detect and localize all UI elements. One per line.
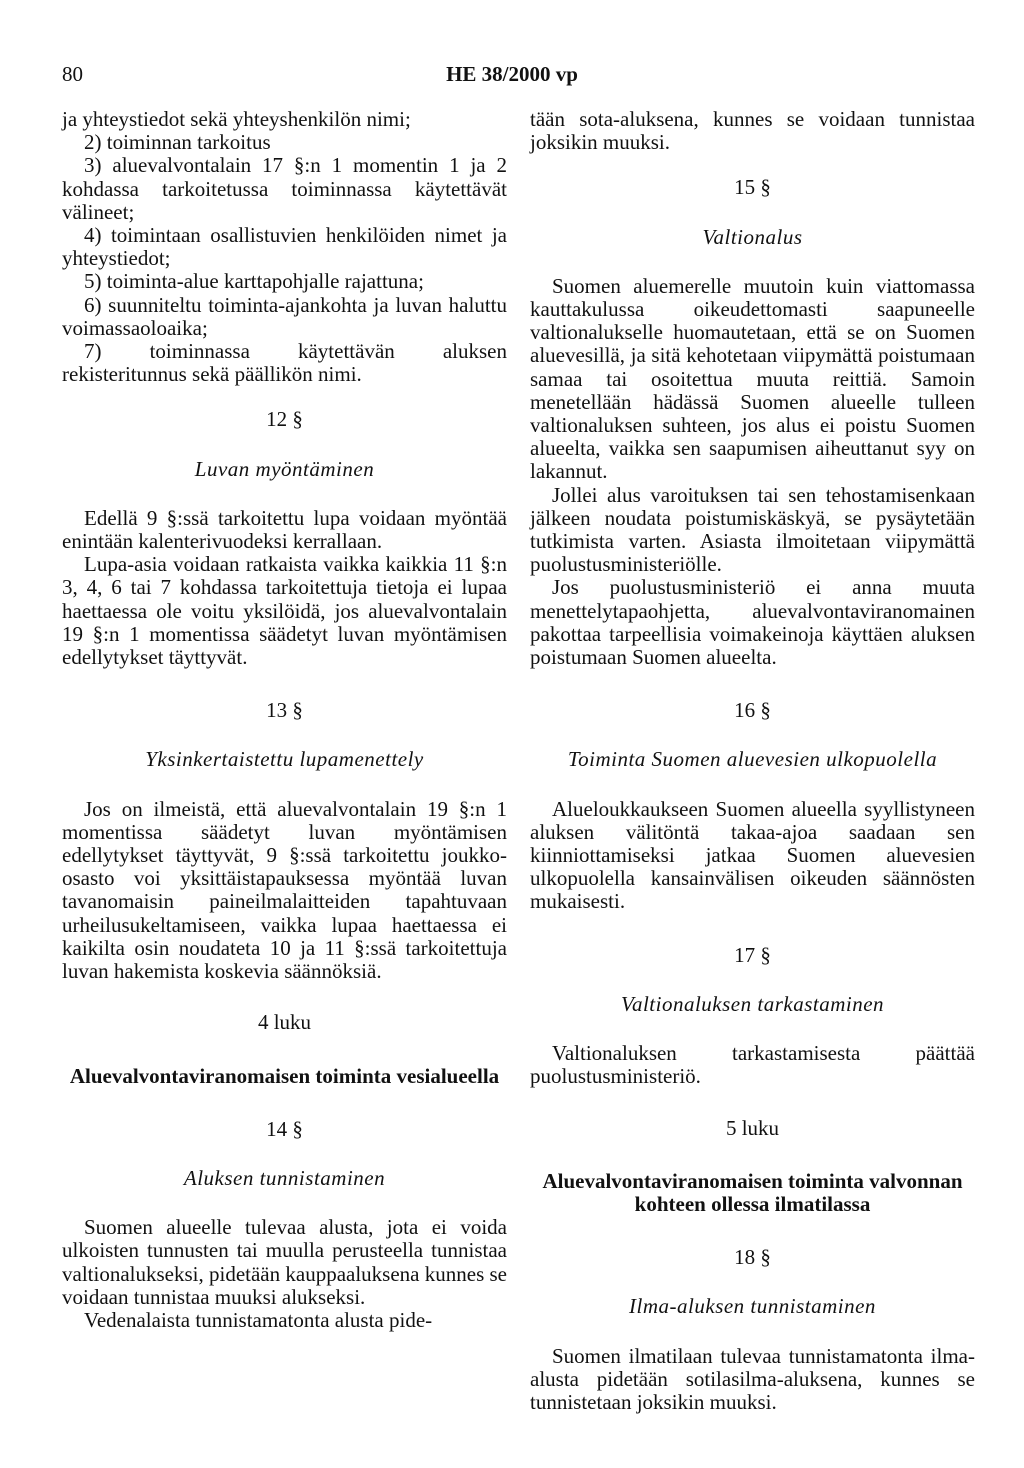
paragraph: Jos puolustusministeriö ei anna muuta menettelytapaohjetta, aluevalvontaviranomainen pakottaa tarpeellisia voimakeinoja käyttäen aluksen poistumaan Suomen alueelta. bbox=[530, 575, 975, 670]
section-title: Ilma-aluksen tunnistaminen bbox=[629, 1294, 876, 1319]
section-number: 12 § bbox=[266, 407, 303, 432]
section-title: Valtionaluksen tarkastaminen bbox=[620, 991, 885, 1016]
paragraph: Valtionaluksen tarkastamisesta päättää puolustusministeriö. bbox=[530, 1041, 975, 1089]
paragraph: Edellä 9 §:ssä tarkoitettu lupa voidaan myöntää enintään kalenterivuodeksi kerrallaan. bbox=[62, 505, 507, 554]
left-column bbox=[62, 108, 507, 1332]
page-number: 80 bbox=[62, 62, 83, 86]
paragraph: Jollei alus varoituksen tai sen tehostamisenkaan jälkeen noudata poistumiskäskyä, se pysäytetään tutkimista varten. Asiasta ilmoitetaan viipymättä puolustusministeriölle. bbox=[530, 482, 975, 577]
section-title: Toiminta Suomen aluevesien ulkopuolella bbox=[567, 747, 938, 772]
section-title: Luvan myöntäminen bbox=[194, 456, 375, 481]
chapter-title: Aluevalvontaviranomaisen toiminta valvonnan kohteen ollessa ilmatilassa bbox=[542, 1168, 963, 1216]
list-item: 6) suunniteltu toiminta-ajankohta ja luvan haluttu voimassaoloaika; bbox=[62, 292, 507, 340]
paragraph: Alueloukkaukseen Suomen alueella syyllistyneen aluksen välitöntä takaa-ajoa saadaan sen kiinniottamiseksi jatkaa Suomen aluevesien ulkopuolella kansainvälisen oikeuden säännösten mukaisesti. bbox=[530, 796, 975, 914]
list-item: 7) toiminnassa käytettävän aluksen rekisteritunnus sekä päällikön nimi. bbox=[62, 339, 507, 387]
section-number: 16 § bbox=[734, 698, 771, 723]
list-item: 2) toiminnan tarkoitus bbox=[84, 130, 271, 155]
paragraph: tään sota-aluksena, kunnes se voidaan tunnistaa joksikin muuksi. bbox=[530, 107, 975, 155]
section-number: 15 § bbox=[734, 175, 771, 200]
section-number: 14 § bbox=[266, 1116, 303, 1141]
list-item: ja yhteystiedot sekä yhteyshenkilön nimi; bbox=[62, 107, 411, 131]
paragraph: Lupa-asia voidaan ratkaista vaikka kaikkia 11 §:n 3, 4, 6 tai 7 kohdassa tarkoitettuja tietoja ei lupaa haettaessa ole voitu yksilöidä, jos aluevalvontalain 19 §:n 1 momentissa säädetyt luvan myöntämisen edellytykset täyttyvät. bbox=[62, 552, 507, 670]
chapter-number: 4 luku bbox=[257, 1010, 312, 1035]
section-title: Valtionalus bbox=[702, 224, 803, 249]
section-number: 17 § bbox=[734, 942, 771, 967]
list-item: 5) toiminta-alue karttapohjalle rajattuna; bbox=[84, 269, 424, 294]
section-number: 18 § bbox=[734, 1245, 771, 1270]
paragraph: Suomen aluemerelle muutoin kuin viattomassa kauttakulussa oikeudettomasti saapuneelle valtionalukselle huomautetaan, että se on Suomen aluevesillä, ja sitä kehotetaan viipymättä poistumaan samaa tai osoitettua muuta reittiä. Samoin menetellään hädässä Suomen alueelle tulleen valtionaluksen suhteen, jos alus ei poistu Suomen alueelta, vaikka sen saapumisen aiheuttanut syy on lakannut. bbox=[530, 273, 975, 484]
running-head: HE 38/2000 vp bbox=[446, 62, 578, 86]
section-title: Aluksen tunnistaminen bbox=[183, 1165, 386, 1190]
chapter-title: Aluevalvontaviranomaisen toiminta vesialueella bbox=[69, 1063, 500, 1088]
paragraph: Jos on ilmeistä, että aluevalvontalain 19 §:n 1 momentissa säädetyt luvan myöntämisen edellytykset täyttyvät, 9 §:ssä tarkoitettu joukko-osasto voi yksittäistapauksessa myöntää luvan tavanomaisin paineilmalaitteiden tapahtuvaan urheilusukeltamiseen, vaikka lupaa haettaessa ei kaikilta osin noudateta 10 ja 11 §:ssä tarkoitettuja luvan hakemista koskevia säännöksiä. bbox=[62, 796, 507, 984]
paragraph: Suomen ilmatilaan tulevaa tunnistamatonta ilma-alusta pidetään sotilasilma-aluksena, kunnes se tunnistetaan joksikin muuksi. bbox=[530, 1343, 975, 1414]
chapter-number: 5 luku bbox=[725, 1115, 780, 1140]
list-item: 3) aluevalvontalain 17 §:n 1 momentin 1 ja 2 kohdassa tarkoitetussa toiminnassa käytettävät välineet; bbox=[62, 153, 507, 224]
section-number: 13 § bbox=[266, 698, 303, 723]
section-title: Yksinkertaistettu lupamenettely bbox=[145, 747, 424, 772]
paragraph: Suomen alueelle tulevaa alusta, jota ei voida ulkoisten tunnusten tai muulla perusteella tunnistaa valtionalukseksi, pidetään kauppaaluksena kunnes se voidaan tunnistaa muuksi alukseksi. bbox=[62, 1215, 507, 1309]
paragraph: Vedenalaista tunnistamatonta alusta pide- bbox=[84, 1307, 433, 1332]
right-column bbox=[530, 108, 975, 1414]
list-item: 4) toimintaan osallistuvien henkilöiden nimet ja yhteystiedot; bbox=[62, 223, 507, 271]
